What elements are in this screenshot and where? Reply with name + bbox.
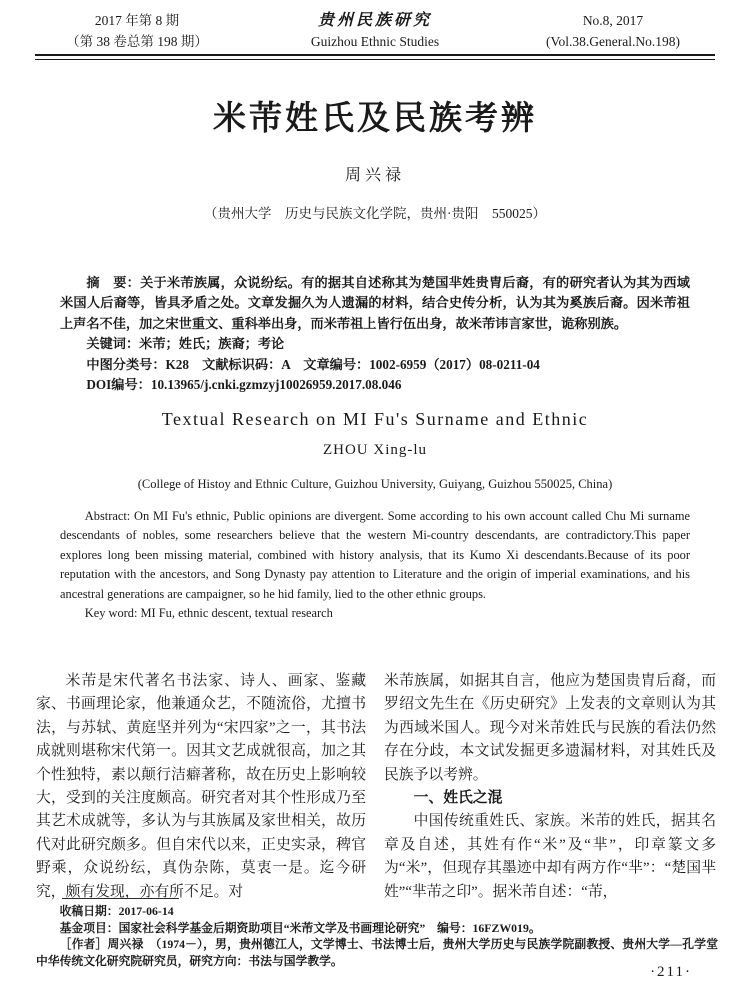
chinese-abstract-block — [60, 273, 690, 395]
journal-name-cn: 贵州民族研究 — [317, 12, 432, 29]
article-author-cn: 周兴禄 — [344, 167, 405, 184]
page-number: ·211· — [650, 964, 692, 980]
doi-line: DOI编号：10.13965/j.cnki.gzmzyj10026959.2017.08.046 — [86, 377, 402, 393]
footnote-fund-project: 基金项目：国家社会科学基金后期资助项目“米芾文学及书画理论研究” 编号：16FZW019。 — [59, 920, 541, 935]
footnote-author-bio: ［作者］周兴禄 （1974－），男，贵州德江人，文学博士、书法博士后，贵州大学历史与民族学院副教授、贵州大学—孔学堂中华传统文化研究院研究员，研究方向：书法与国学教学。 — [36, 937, 718, 968]
english-abstract-block — [60, 507, 690, 623]
article-title-cn: 米芾姓氏及民族考辨 — [213, 101, 537, 137]
article-title-en: Textual Research on MI Fu's Surname and Ethnic — [161, 409, 589, 429]
keywords-cn: 关键词：米芾；姓氏；族裔；考论 — [86, 336, 285, 352]
journal-name-en: Guizhou Ethnic Studies — [310, 34, 440, 49]
header-issue-en — [511, 10, 715, 52]
article-author-en: ZHOU Xing-lu — [322, 442, 428, 458]
issue-cn-line1: 2017 年第 8 期 — [94, 13, 180, 28]
body-paragraph-intro: 米芾是宋代著名书法家、诗人、画家、鉴藏家、书画理论家，他兼通众艺，不随流俗，尤擅书法，与苏轼、黄庭坚并列为“宋四家”之一，其书法成就则堪称宋代第一。因其文艺成就很高，加之其个性独特，素以颠行洁癖著称，故在历史上影响较大，受到的关注度颇高。研究者对其个性形成乃至其艺术成就等，多认为与其族属及家世相关，故历代对此研究颇多。但自宋代以来，正史实录，稗官野乘，众说纷纭，真伪杂陈，莫衷一是。迄今研究，颇有发现，亦有所不足。对 — [36, 673, 366, 900]
header-issue-cn — [35, 10, 239, 52]
body-paragraph-surname: 中国传统重姓氏、家族。米芾的姓氏，据其名章及自述，其姓有作“米”及“芈”，印章篆文多为“米”，但现存其墨迹中却有两方作“芈”：“楚国芈姓”“芈芾之印”。据米芾自述：“芾， — [384, 813, 716, 900]
abstract-cn: 摘 要：关于米芾族属，众说纷纭。有的据其自述称其为楚国芈姓贵胄后裔，有的研究者认为其为西域米国人后裔等，皆具矛盾之处。文章发掘久为人遗漏的材料，结合史传分析，认为其为奚族后裔。因米芾祖上声名不佳，加之宋世重文、重科举出身，而米芾祖上皆行伍出身，故米芾讳言家世，诡称别族。 — [60, 275, 690, 331]
keywords-en: Key word: MI Fu, ethnic descent, textual research — [84, 606, 333, 621]
article-affiliation-en: (College of Histoy and Ethnic Culture, Guizhou University, Guiyang, Guizhou 550025, China) — [137, 477, 613, 491]
body-right-column — [384, 670, 716, 904]
issue-en-line1: No.8, 2017 — [582, 13, 644, 28]
journal-header — [35, 10, 715, 52]
clc-number-line: 中图分类号：K28 文献标识码：A 文章编号：1002-6959（2017）08-0211-04 — [86, 356, 540, 372]
section-heading-1: 一、姓氏之混 — [413, 790, 503, 807]
issue-cn-line2: （第 38 卷总第 198 期） — [66, 34, 208, 49]
article-affiliation-cn: （贵州大学 历史与民族文化学院，贵州·贵阳 550025） — [204, 206, 546, 221]
issue-en-line2: (Vol.38.General.No.198) — [546, 34, 680, 49]
abstract-en: Abstract: On MI Fu's ethnic, Public opinions are divergent. Some according to his own account called Chu Mi surname descendants of nobles, some researchers believe that the western Mi-country descendants, are contradictory.This paper explores long been missing material, combined with history analysis, that its Kumo Xi descendants.Because of its poor reputation with the ancestors, and Song Dynasty pay attention to Literature and the origin of imperial examinations, and his ancestral generations are campaigner, so he hid family, lied to the other ethnic groups. — [60, 509, 690, 601]
footnotes-block — [36, 903, 718, 969]
body-paragraph-intro-continued: 米芾族属，如据其自言，他应为楚国贵胄后裔，而罗绍文先生在《历史研究》上发表的文章则认为其为西域米国人。现今对米芾姓氏与民族的看法仍然存在分歧，本文试发掘更多遗漏材料，对其姓氏及民族予以考辨。 — [384, 673, 716, 783]
header-journal-name — [239, 10, 511, 52]
body-left-column — [36, 670, 366, 904]
footnote-received-date: 收稿日期：2017-06-14 — [59, 904, 174, 918]
footnote-divider-rule — [62, 898, 179, 899]
header-divider-rule — [35, 54, 715, 60]
